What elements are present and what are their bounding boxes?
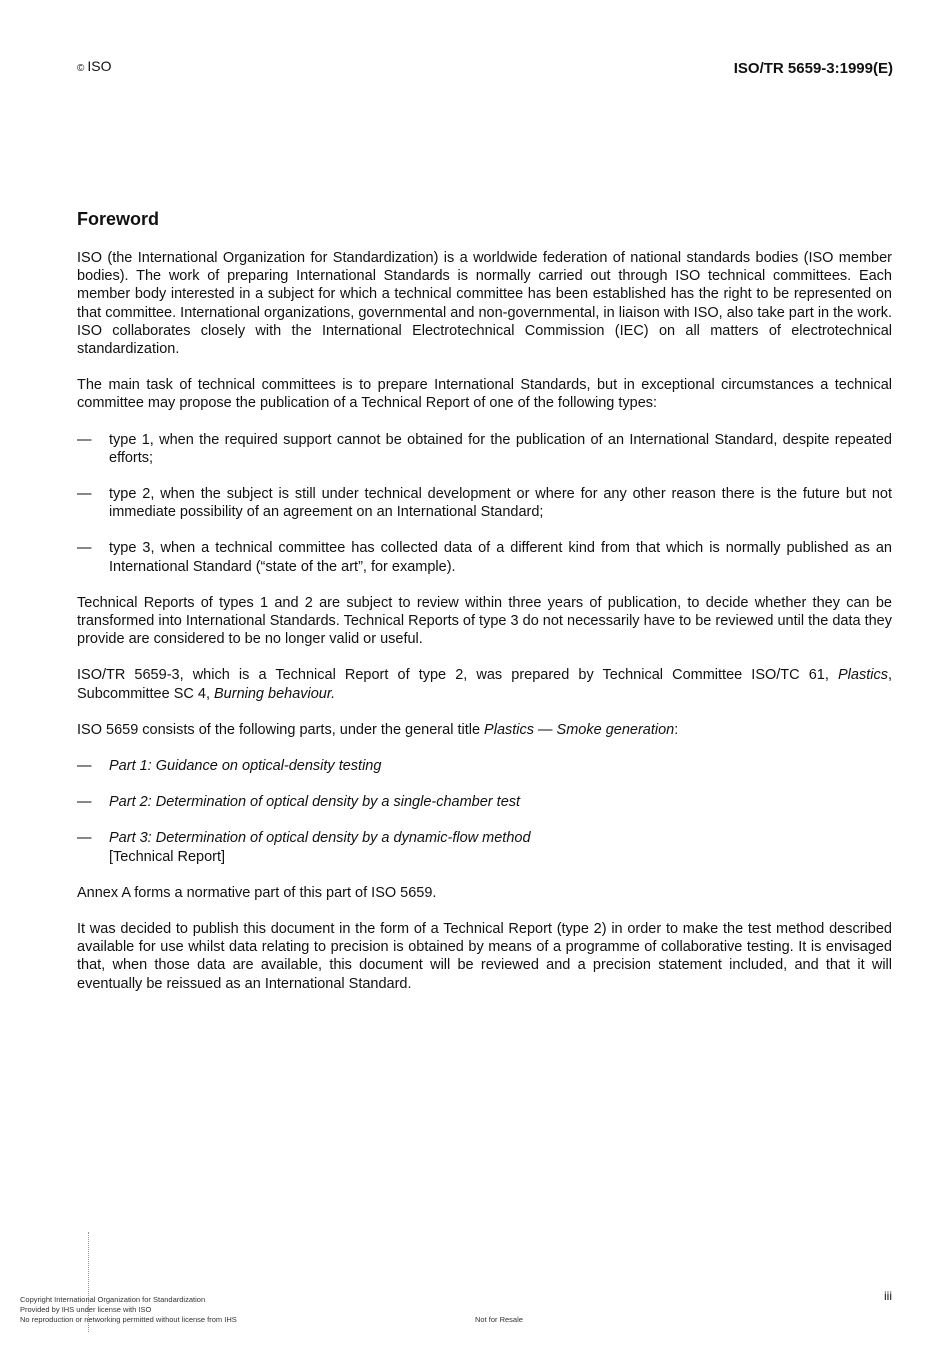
list-item <box>77 757 892 775</box>
general-title: Plastics — Smoke generation <box>484 721 675 738</box>
page-number: iii <box>884 1289 892 1303</box>
list-item <box>77 829 892 865</box>
list-item <box>77 539 892 575</box>
dash-bullet: — <box>77 486 92 503</box>
list-item <box>77 431 892 467</box>
paragraph-prepared-by <box>77 666 892 702</box>
parts-list <box>77 757 892 866</box>
paragraph-main-task: The main task of technical committees is to prepare International Standards, but in exceptional circumstances a technical committee may propose the publication of a Technical Report of one of the following types: <box>77 377 892 412</box>
text-run: , Subcommittee SC 4, <box>77 667 892 702</box>
copyright-symbol: © <box>77 63 85 74</box>
list-item-text: type 2, when the subject is still under technical development or where for any other reason there is the future but not immediate possibility of an agreement on an International Standard; <box>109 486 892 521</box>
page-title: Foreword <box>77 209 160 229</box>
dash-bullet: — <box>77 830 92 847</box>
subcommittee-name: Burning behaviour. <box>214 685 336 702</box>
dash-bullet: — <box>77 431 92 448</box>
part-note: [Technical Report] <box>109 848 226 865</box>
header-org: ISO <box>87 58 112 74</box>
footer-line: Provided by IHS under license with ISO <box>20 1305 152 1314</box>
part-title: Part 1: Guidance on optical-density testing <box>109 758 382 775</box>
part-title: Part 2: Determination of optical density by a single-chamber test <box>109 794 521 811</box>
document-id: ISO/TR 5659-3:1999(E) <box>733 60 893 77</box>
paragraph-parts-intro <box>77 721 892 739</box>
paragraph-iso-intro: ISO (the International Organization for Standardization) is a worldwide federation of national standards bodies (ISO member bodies). The work of preparing International Standards is normally carried out through ISO technical committees. Each member body interested in a subject for which a technical committee has been established has the right to be represented on that committee. International organizations, governmental and non-governmental, in liaison with ISO, also take part in the work. ISO collaborates closely with the International Electrotechnical Commission (IEC) on all matters of electrotechnical standardization. <box>77 250 892 358</box>
paragraph-annex: Annex A forms a normative part of this part of ISO 5659. <box>77 884 437 901</box>
list-item-text: type 3, when a technical committee has collected data of a different kind from that which is normally published as an International Standard (“state of the art”, for example). <box>109 540 892 575</box>
paragraph-review: Technical Reports of types 1 and 2 are subject to review within three years of publication, to decide whether they can be transformed into International Standards. Technical Reports of type 3 do not necessarily have to be reviewed until the data they provide are considered to be no longer valid or useful. <box>77 594 892 648</box>
list-item <box>77 485 892 521</box>
header-left <box>77 58 112 74</box>
text-run: ISO/TR 5659-3, which is a Technical Report of type 2, was prepared by Technical Committee ISO/TC 61, <box>77 667 838 684</box>
report-types-list <box>77 431 892 576</box>
footer-copyright <box>20 1295 237 1325</box>
footer-resale: Not for Resale <box>475 1315 523 1324</box>
dash-bullet: — <box>77 758 92 775</box>
list-item-text: type 1, when the required support cannot be obtained for the publication of an International Standard, despite repeated efforts; <box>109 431 892 466</box>
dash-bullet: — <box>77 794 92 811</box>
text-run: ISO 5659 consists of the following parts, under the general title <box>77 721 485 738</box>
paragraph-publication-decision: It was decided to publish this document in the form of a Technical Report (type 2) in order to make the test method described available for use whilst data relating to precision is obtained by means of a programme of collaborative testing. It is envisaged that, when those data are available, this document will be reviewed and a precision statement included, and that it will eventually be reissued as an International Standard. <box>77 921 892 992</box>
list-item <box>77 793 892 811</box>
footer-line: No reproduction or networking permitted without license from IHS <box>20 1315 237 1324</box>
text-run: : <box>674 721 679 738</box>
committee-name: Plastics <box>838 667 888 684</box>
dash-bullet: — <box>77 540 92 557</box>
footer-line: Copyright International Organization for Standardization <box>20 1295 206 1304</box>
part-title: Part 3: Determination of optical density by a dynamic-flow method <box>109 830 531 847</box>
foreword-section <box>77 207 892 1011</box>
